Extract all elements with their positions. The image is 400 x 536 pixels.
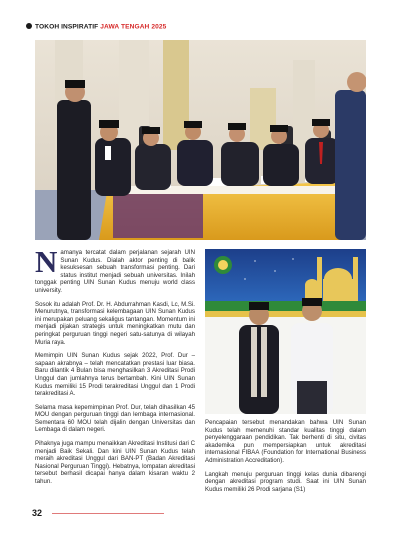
signing-ceremony-photo <box>35 40 366 240</box>
page-header <box>26 23 166 31</box>
page-number: 32 <box>32 508 43 518</box>
article-paragraph: Namanya tercatat dalam perjalanan sejarah UIN Sunan Kudus. Dialah aktor penting di balik kesuksesan sebuah transformasi penting. Dari status institut menjadi sebuah universitas. Inilah tonggak penting UIN Sunan Kudus menuju world class university. <box>35 244 195 294</box>
bullet-dot-icon <box>26 23 32 29</box>
article-paragraph: Pihaknya juga mampu menaikkan Akreditasi Institusi dari C menjadi Baik Sekali. Dan kini UIN Sunan Kudus telah meraih akreditasi Unggul dari BAN-PT (Badan Akreditasi Nasional Perguruan Tinggi). Hebatnya, lompatan akreditasi tersebut berhasil dicapai hanya dalam kisaran waktu 2 tahun. <box>35 440 195 486</box>
article-paragraph: Langkah menuju perguruan tinggi kelas dunia dibarengi dengan akreditasi program studi. Saat ini UIN Sunan Kudus memiliki 26 Prodi sarjana (S1) <box>205 470 366 493</box>
article-paragraph: Pencapaian tersebut menandakan bahwa UIN Sunan Kudus telah memenuhi standar kualitas tinggi dalam penyelenggaraan pendidikan. Tak berhenti di situ, civitas akademika pun mempersiapkan untuk akreditasi internasional FIBAA (Foundation for International Business Administration Accreditation). <box>205 419 366 464</box>
article-paragraph: Sosok itu adalah Prof. Dr. H. Abdurrahman Kasdi, Lc, M.Si. Menurutnya, transformasi kelembagaan UIN Sunan Kudus ini merupakan peluang sekaligus tantangan. Momentum ini menjadi pijakan strategis untuk meningkatkan mutu dan peringkat perguruan tinggi negeri satu-satunya di wilayah Muria raya. <box>35 300 195 346</box>
drop-cap: N <box>35 244 58 279</box>
header-title-part2: JAWA TENGAH 2025 <box>100 23 167 31</box>
footer-divider <box>52 513 164 514</box>
two-men-standing-photo <box>205 249 366 414</box>
article-paragraph: Memimpin UIN Sunan Kudus sejak 2022, Prof. Dur – sapaan akrabnya – telah mencatatkan prestasi luar biasa. Baru dilantik 4 Bulan bisa menghasilkan 3 Akreditasi Prodi Unggul dan jumlahnya terus bertambah. Kini UIN Sunan Kudus memiliki 15 Prodi terakreditasi Unggul dan 1 Prodi terakreditasi A. <box>35 352 195 398</box>
article-left-column <box>35 244 195 492</box>
article-right-column <box>205 419 366 499</box>
article-paragraph: Selama masa kepemimpinan Prof. Dur, telah dihasilkan 45 MOU dengan perguruan tinggi dan lembaga internasional. Sementara 60 MOU telah dijalin dengan Universitas dan Lembaga di dalam negeri. <box>35 403 195 434</box>
header-title-part1: TOKOH INSPIRATIF <box>35 23 99 31</box>
